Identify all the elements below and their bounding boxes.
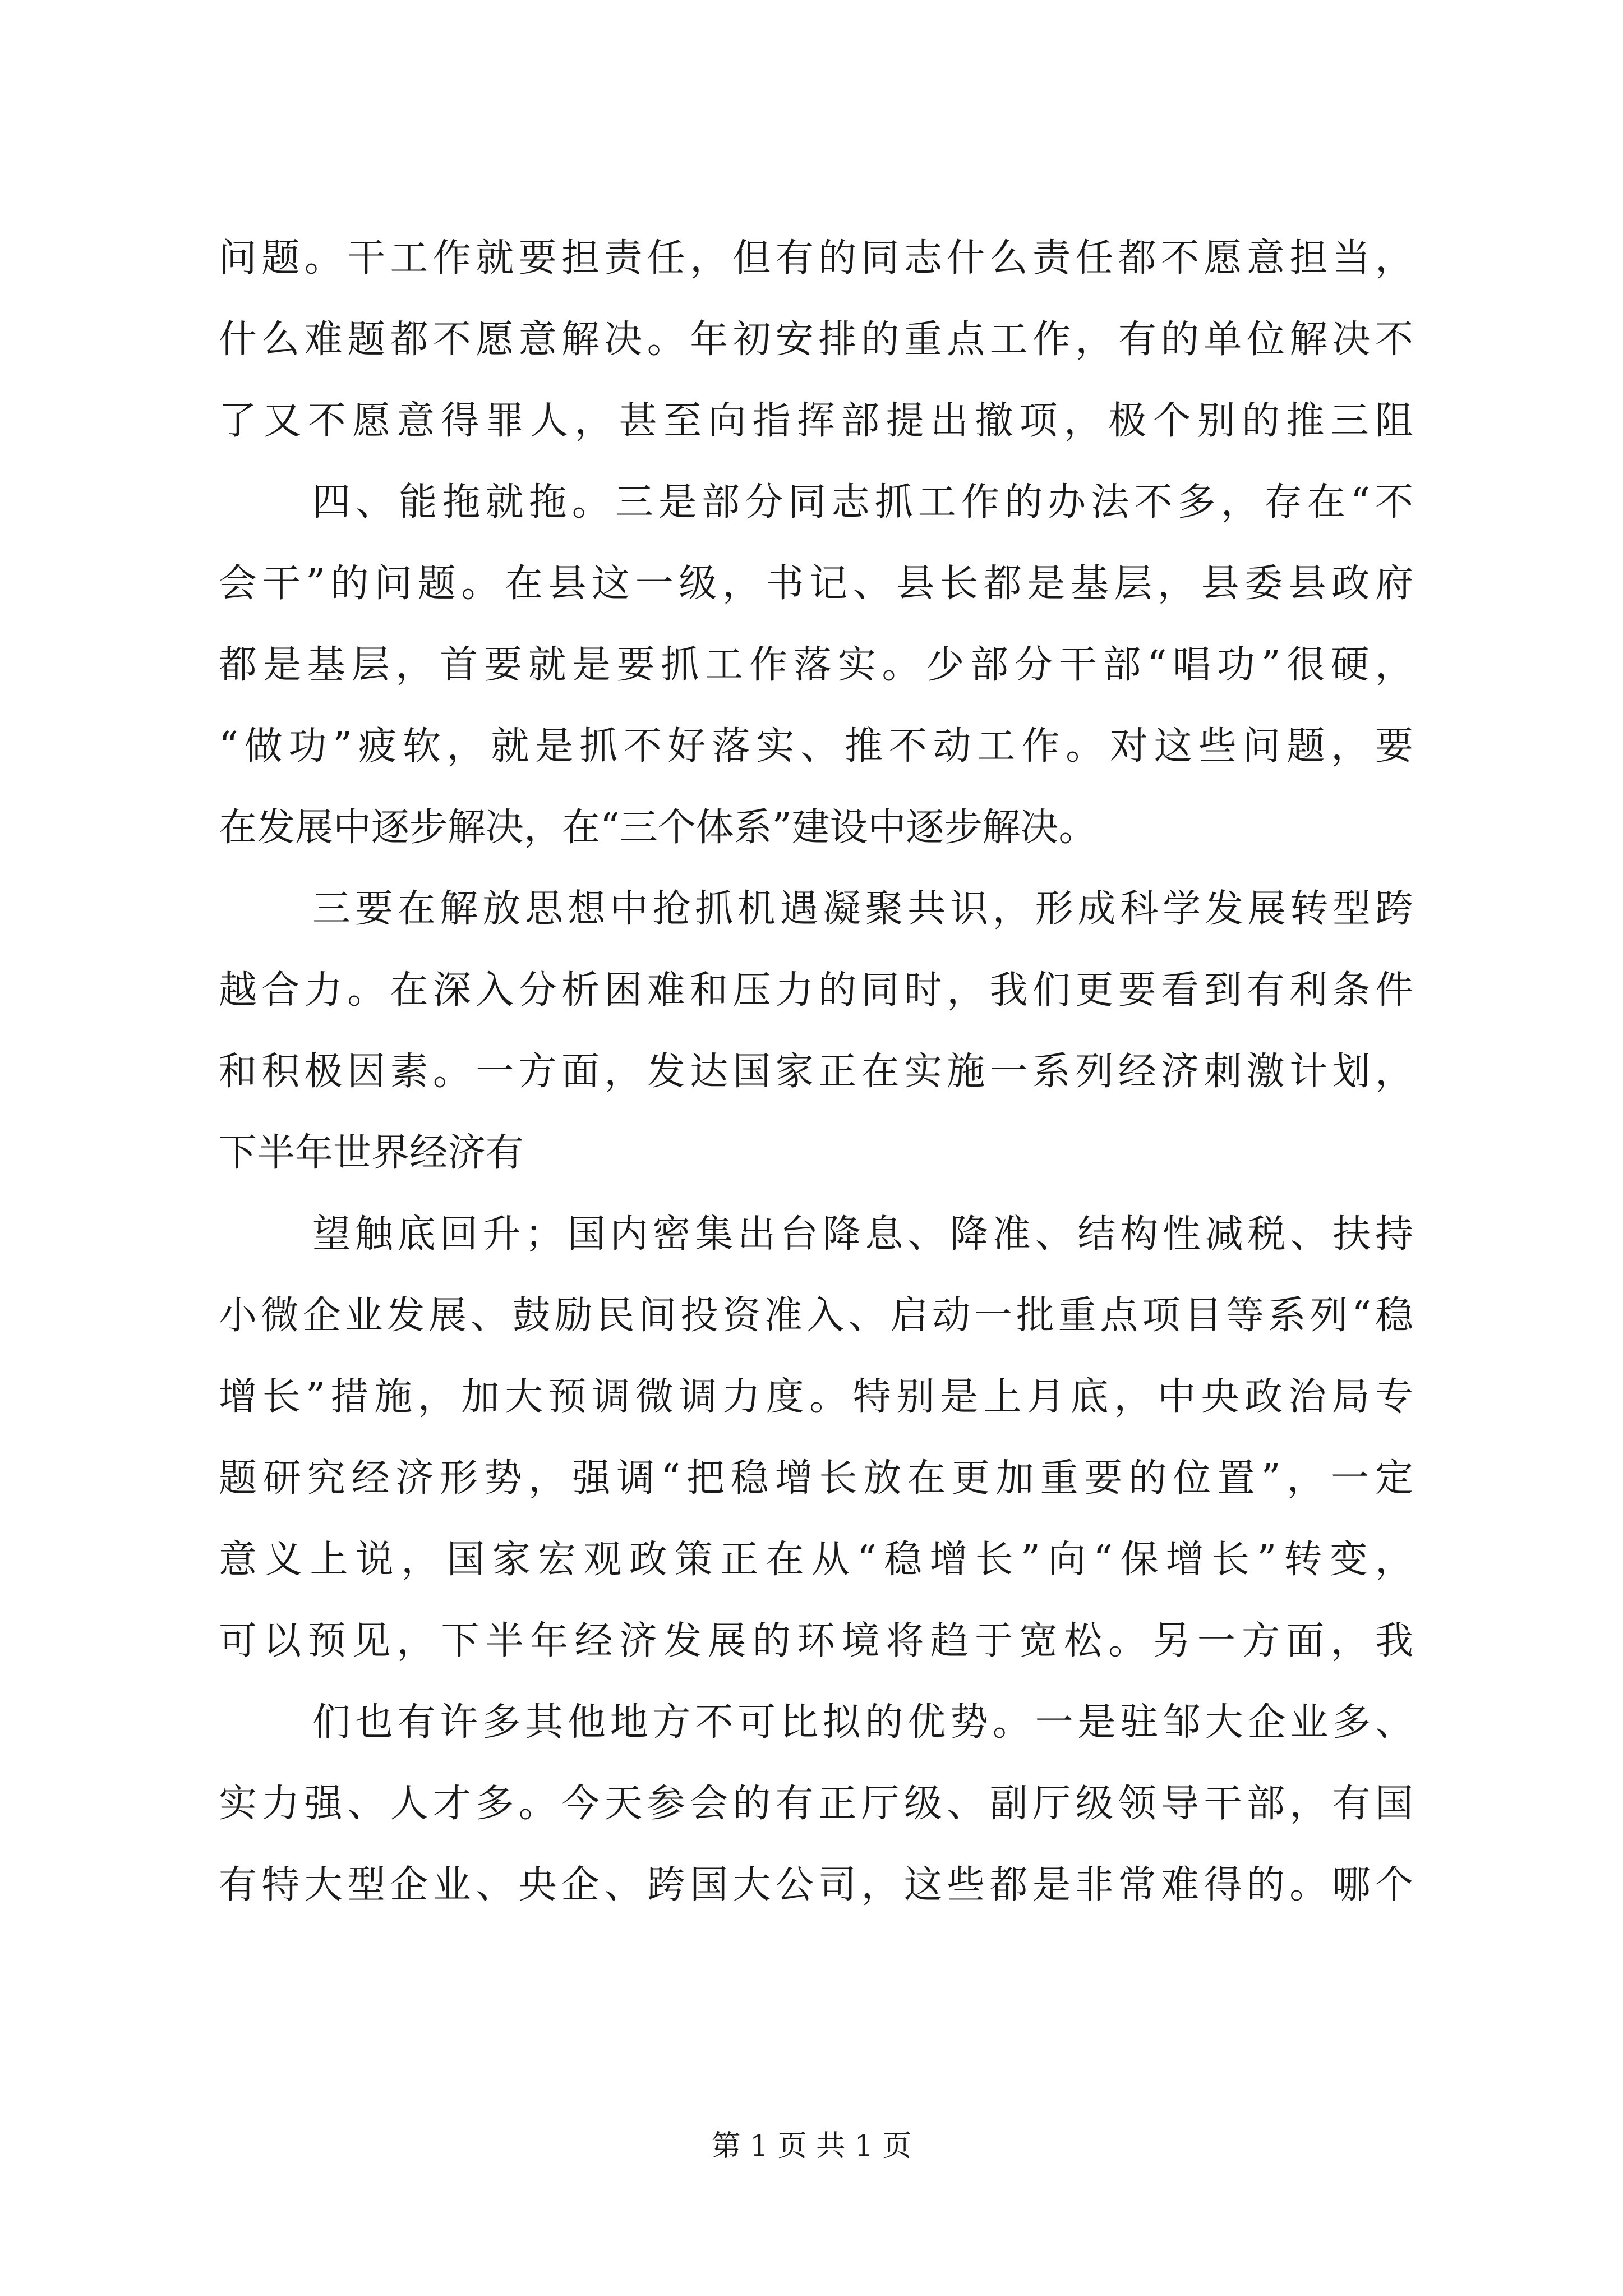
text-line-19: 们也有许多其他地方不可比拟的优势。一是驻邹大企业多、 — [312, 1700, 1413, 1745]
text-line-15: 增长”措施，加大预调微调力度。特别是上月底，中央政治局专 — [219, 1375, 1413, 1419]
text-line-5: 会干”的问题。在县这一级，书记、县长都是基层，县委县政府 — [219, 562, 1413, 606]
text-line-21: 有特大型企业、央企、跨国大公司，这些都是非常难得的。哪个 — [219, 1863, 1413, 1907]
text-line-3: 了又不愿意得罪人，甚至向指挥部提出撤项，极个别的推三阻 — [219, 399, 1413, 443]
text-line-17: 意义上说，国家宏观政策正在从“稳增长”向“保增长”转变， — [219, 1538, 1413, 1582]
text-line-6: 都是基层，首要就是要抓工作落实。少部分干部“唱功”很硬， — [219, 643, 1413, 687]
text-line-11: 和积极因素。一方面，发达国家正在实施一系列经济刺激计划， — [219, 1050, 1413, 1094]
text-line-14: 小微企业发展、鼓励民间投资准入、启动一批重点项目等系列“稳 — [219, 1294, 1413, 1338]
text-line-2: 什么难题都不愿意解决。年初安排的重点工作，有的单位解决不 — [219, 318, 1413, 362]
text-line-16: 题研究经济形势，强调“把稳增长放在更加重要的位置”，一定 — [219, 1456, 1413, 1501]
text-line-18: 可以预见，下半年经济发展的环境将趋于宽松。另一方面，我 — [219, 1619, 1413, 1663]
page-number-footer: 第 1 页 共 1 页 — [711, 2129, 912, 2163]
text-line-10: 越合力。在深入分析困难和压力的同时，我们更要看到有利条件 — [219, 968, 1413, 1013]
text-line-9: 三要在解放思想中抢抓机遇凝聚共识，形成科学发展转型跨 — [312, 887, 1413, 931]
text-line-12: 下半年世界经济有 — [219, 1131, 524, 1175]
text-line-7: “做功”疲软，就是抓不好落实、推不动工作。对这些问题，要 — [219, 724, 1413, 769]
text-line-20: 实力强、人才多。今天参会的有正厅级、副厅级领导干部，有国 — [219, 1782, 1413, 1826]
text-line-1: 问题。干工作就要担责任，但有的同志什么责任都不愿意担当， — [219, 236, 1413, 280]
text-line-4: 四、能拖就拖。三是部分同志抓工作的办法不多，存在“不 — [312, 480, 1413, 524]
text-line-8: 在发展中逐步解决，在“三个体系”建设中逐步解决。 — [219, 806, 1097, 850]
text-line-13: 望触底回升；国内密集出台降息、降准、结构性减税、扶持 — [312, 1212, 1413, 1257]
